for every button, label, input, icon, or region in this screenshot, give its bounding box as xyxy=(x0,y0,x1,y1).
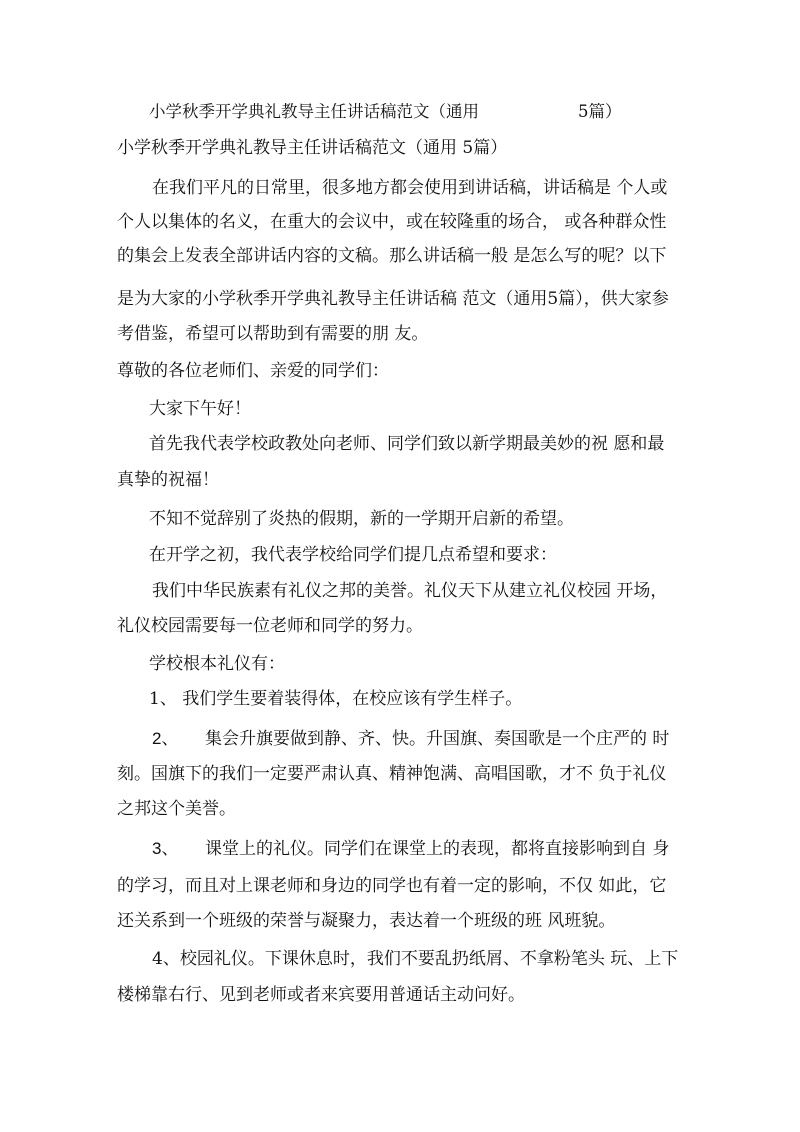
paragraph-line: 考借鉴，希望可以帮助到有需要的朋 友。 xyxy=(117,324,429,344)
list-item-3-number: 3、 xyxy=(152,839,179,858)
paragraph-line: 个人以集体的名义，在重大的会议中，或在较隆重的场合， 或各种群众性 xyxy=(117,212,667,232)
paragraph-line: 不知不觉辞别了炎热的假期，新的一学期开启新的希望。 xyxy=(149,509,574,529)
list-item-3-line: 还关系到一个班级的荣誉与凝聚力，表达着一个班级的班 风班貌。 xyxy=(117,911,616,931)
document-subtitle: 小学秋季开学典礼教导主任讲话稿范文（通用 5篇） xyxy=(117,138,508,158)
paragraph-line: 在开学之初，我代表学校给同学们提几点希望和要求： xyxy=(149,545,557,565)
paragraph-line: 是为大家的小学秋季开学典礼教导主任讲话稿 范文（通用5篇），供大家参 xyxy=(117,289,669,309)
section-heading: 学校根本礼仪有： xyxy=(149,654,285,674)
paragraph-line: 礼仪校园需要每一位老师和同学的努力。 xyxy=(117,616,423,636)
list-item-4-line: 4、校园礼仪。下课休息时，我们不要乱扔纸屑、不拿粉笔头 玩、上下 xyxy=(152,949,679,969)
salutation: 尊敬的各位老师们、亲爱的同学们： xyxy=(117,361,389,381)
header-title-prefix: 小学秋季开学典礼教导主任讲话稿范文（通用 xyxy=(149,102,479,121)
list-item-2-number: 2、 xyxy=(152,729,179,748)
list-item-1: 1、 我们学生要着装得体，在校应该有学生样子。 xyxy=(149,689,523,709)
document-header-title xyxy=(149,101,479,123)
paragraph-line: 首先我代表学校政教处向老师、同学们致以新学期最美妙的祝 愿和最 xyxy=(149,434,665,454)
list-item-2-line: 之邦这个美誉。 xyxy=(117,799,236,819)
list-item-2-line: 刻。国旗下的我们一定要严肃认真、精神饱满、高唱国歌，才不 负于礼仪 xyxy=(117,764,667,784)
paragraph-line: 的集会上发表全部讲话内容的文稿。那么讲话稿一般 是怎么写的呢？以下 xyxy=(117,246,667,266)
list-item-3-line: 的学习，而且对上课老师和身边的同学也有着一定的影响，不仅 如此，它 xyxy=(117,876,667,896)
paragraph-line: 在我们平凡的日常里，很多地方都会使用到讲话稿，讲话稿是 个人或 xyxy=(152,178,668,198)
paragraph-line: 真挚的祝福！ xyxy=(117,470,219,490)
greeting: 大家下午好！ xyxy=(149,399,251,419)
list-item-2-line: 集会升旗要做到静、齐、快。升国旗、奏国歌是一个庄严的 时 xyxy=(205,729,670,749)
list-item-3-line: 课堂上的礼仪。同学们在课堂上的表现，都将直接影响到自 身 xyxy=(205,839,670,859)
header-title-suffix: 5篇） xyxy=(578,102,622,121)
paragraph-line: 我们中华民族素有礼仪之邦的美誉。礼仪天下从建立礼仪校园 开场， xyxy=(152,581,668,601)
list-item-4-line: 楼梯靠右行、见到老师或者来宾要用普通话主动问好。 xyxy=(117,985,525,1005)
document-header-title-suffix xyxy=(578,101,622,123)
